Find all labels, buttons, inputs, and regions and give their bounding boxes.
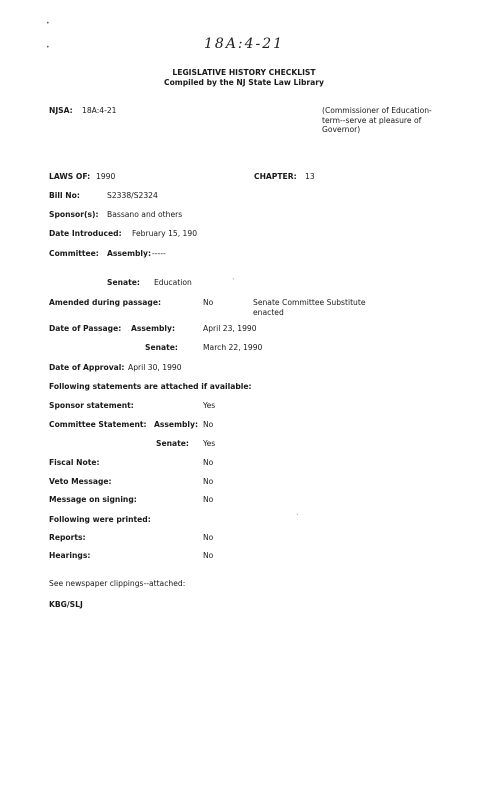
sponsor-statement-value: Yes xyxy=(203,401,216,410)
scan-mark: ` xyxy=(296,514,299,521)
passage-label: Date of Passage: xyxy=(49,324,122,333)
bill-label: Bill No: xyxy=(49,191,80,200)
bill-value: S2338/S2324 xyxy=(107,191,158,200)
document-subtitle: Compiled by the NJ State Law Library xyxy=(164,78,324,87)
committee-statement-senate-label: Senate: xyxy=(156,439,189,448)
passage-senate-value: March 22, 1990 xyxy=(203,343,263,352)
committee-assembly-label: Assembly: xyxy=(107,249,152,258)
njsa-label: NJSA: xyxy=(49,106,73,115)
veto-message-label: Veto Message: xyxy=(49,477,112,486)
handwritten-reference: 18A:4-21 xyxy=(204,36,285,52)
hearings-value: No xyxy=(203,551,214,560)
sponsor-value: Bassano and others xyxy=(107,210,183,219)
reports-value: No xyxy=(203,533,214,542)
scan-mark: • xyxy=(46,20,50,27)
sponsor-label: Sponsor(s): xyxy=(49,210,99,219)
hearings-label: Hearings: xyxy=(49,551,91,560)
passage-assembly-value: April 23, 1990 xyxy=(203,324,257,333)
scan-mark: • xyxy=(46,44,50,51)
veto-message-value: No xyxy=(203,477,214,486)
passage-assembly-label: Assembly: xyxy=(131,324,176,333)
fiscal-note-label: Fiscal Note: xyxy=(49,458,100,467)
committee-statement-label: Committee Statement: xyxy=(49,420,147,429)
document-title: LEGISLATIVE HISTORY CHECKLIST xyxy=(172,68,316,77)
sponsor-statement-label: Sponsor statement: xyxy=(49,401,134,410)
message-on-signing-value: No xyxy=(203,495,214,504)
chapter-label: CHAPTER: xyxy=(254,172,297,181)
laws-value: 1990 xyxy=(96,172,116,181)
njsa-note: (Commissioner of Education-term--serve at pleasure of Governor) xyxy=(322,106,432,134)
committee-senate-value: Education xyxy=(154,278,192,287)
date-introduced-value: February 15, 190 xyxy=(132,229,198,238)
reports-label: Reports: xyxy=(49,533,86,542)
date-introduced-label: Date Introduced: xyxy=(49,229,122,238)
approval-label: Date of Approval: xyxy=(49,363,125,372)
printed-heading: Following were printed: xyxy=(49,515,151,524)
njsa-value: 18A:4-21 xyxy=(82,106,117,115)
committee-senate-label: Senate: xyxy=(107,278,140,287)
committee-label: Committee: xyxy=(49,249,99,258)
committee-assembly-value: ----- xyxy=(152,249,166,258)
amended-note: Senate Committee Substitute enacted xyxy=(253,298,366,317)
committee-statement-assembly-label: Assembly: xyxy=(154,420,199,429)
message-on-signing-label: Message on signing: xyxy=(49,495,137,504)
initials: KBG/SLJ xyxy=(49,600,83,609)
amended-label: Amended during passage: xyxy=(49,298,162,307)
laws-label: LAWS OF: xyxy=(49,172,91,181)
committee-statement-assembly-value: No xyxy=(203,420,214,429)
attached-heading: Following statements are attached if available: xyxy=(49,382,252,391)
committee-statement-senate-value: Yes xyxy=(203,439,216,448)
approval-value: April 30, 1990 xyxy=(128,363,182,372)
amended-value: No xyxy=(203,298,214,307)
fiscal-note-value: No xyxy=(203,458,214,467)
chapter-value: 13 xyxy=(305,172,315,181)
newspaper-clippings-note: See newspaper clippings--attached: xyxy=(49,579,186,588)
passage-senate-label: Senate: xyxy=(145,343,178,352)
scan-mark: ˎ xyxy=(232,273,235,280)
